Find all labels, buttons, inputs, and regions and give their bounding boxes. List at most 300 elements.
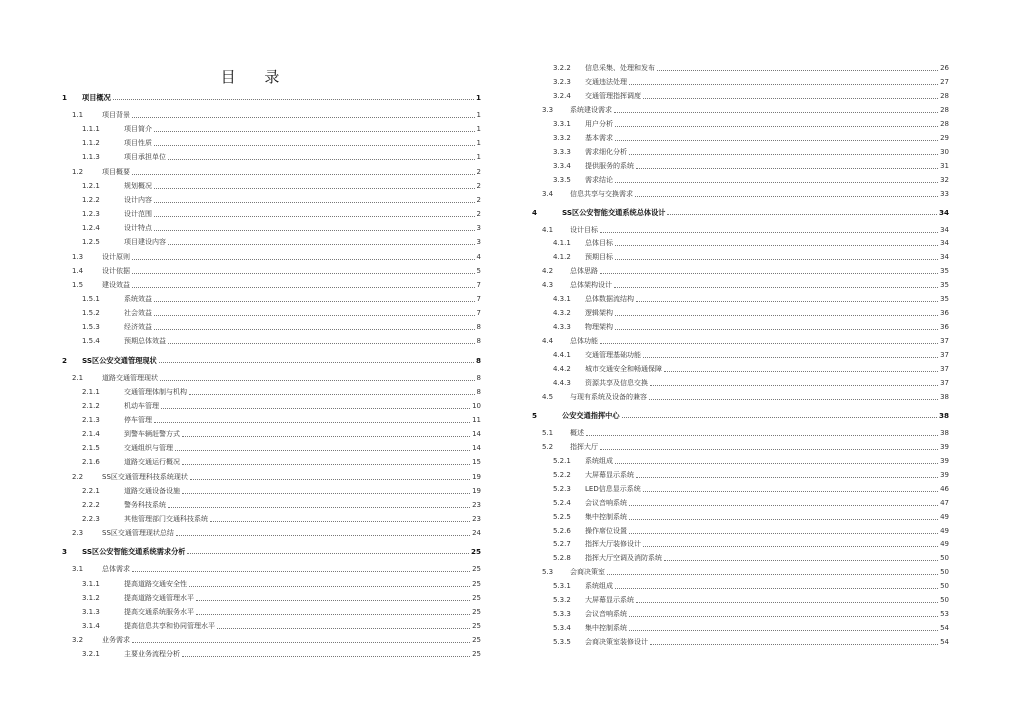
toc-entry-title: 大屏幕显示系统 <box>585 596 634 605</box>
toc-entry[interactable] <box>82 498 481 510</box>
toc-entry[interactable] <box>62 544 481 556</box>
toc-entry[interactable] <box>553 236 949 248</box>
toc-entry-number: 5.3.2 <box>553 596 571 605</box>
toc-entry-page: 25 <box>472 636 481 645</box>
toc-entry-leader <box>643 357 938 358</box>
toc-entry-leader <box>196 600 470 601</box>
toc-entry[interactable] <box>532 408 949 420</box>
toc-entry[interactable] <box>82 235 481 247</box>
toc-entry-page: 11 <box>472 416 481 424</box>
toc-entry-title: 信息采集、处理和发布 <box>585 64 655 72</box>
toc-entry[interactable] <box>553 635 949 647</box>
toc-entry-number: 4.4.2 <box>553 365 571 373</box>
toc-entry-page: 35 <box>940 267 949 276</box>
toc-entry-number: 3.4 <box>542 189 554 198</box>
toc-entry-page: 50 <box>940 554 949 563</box>
toc-entry-title: 交通管理指挥调度 <box>585 91 641 100</box>
toc-entry-number: 3.3.5 <box>553 175 571 184</box>
toc-entry-page: 34 <box>940 225 949 234</box>
toc-entry-number: 2.1.3 <box>82 416 100 424</box>
toc-entry-title: 建设效益 <box>102 280 130 289</box>
toc-entry[interactable] <box>72 633 481 645</box>
toc-entry-page: 8 <box>475 355 481 365</box>
toc-entry-title: 总体需求 <box>102 565 130 574</box>
toc-entry[interactable] <box>82 577 481 589</box>
toc-entry-page: 3 <box>476 238 481 247</box>
toc-entry-title: 项目简介 <box>124 125 152 134</box>
toc-entry-page: 37 <box>940 365 949 373</box>
toc-entry[interactable] <box>532 205 949 217</box>
toc-entry-number: 5.2.8 <box>553 554 571 563</box>
toc-entry-title: 项目概要 <box>102 167 130 176</box>
toc-entry-page: 4 <box>476 252 481 261</box>
toc-entry[interactable] <box>553 468 949 480</box>
toc-entry-leader <box>615 245 938 246</box>
toc-entry[interactable] <box>82 647 481 659</box>
toc-entry-number: 5.2.1 <box>553 456 571 465</box>
toc-entry-leader <box>615 329 938 330</box>
toc-entry-title: 系统组成 <box>585 582 613 591</box>
toc-entry-number: 1.1.2 <box>82 139 100 148</box>
toc-entry-number: 1.2.5 <box>82 238 100 247</box>
toc-entry[interactable] <box>553 482 949 494</box>
toc-entry[interactable] <box>553 362 949 374</box>
toc-entry-title: 交通管理基础功能 <box>585 351 641 360</box>
toc-entry-number: 1 <box>62 93 68 102</box>
toc-entry-number: 1.1 <box>72 111 84 119</box>
toc-entry-page: 37 <box>940 351 949 360</box>
toc-entry-title: 会议音响系统 <box>585 498 627 507</box>
toc-entry-number: 2.2.2 <box>82 500 100 509</box>
toc-entry[interactable] <box>553 89 949 101</box>
toc-entry-page: 1 <box>475 93 481 102</box>
toc-entry-page: 36 <box>940 309 949 318</box>
toc-entry-page: 34 <box>938 207 949 217</box>
toc-entry-title: 会商决策室 <box>570 568 605 577</box>
toc-entry-number: 5.3.1 <box>553 582 571 591</box>
toc-entry-number: 5.1 <box>542 428 554 437</box>
toc-entry[interactable] <box>82 193 481 205</box>
toc-entry-title: 设计原则 <box>102 252 130 261</box>
toc-entry-title: 提高道路交通安全性 <box>124 579 187 588</box>
toc-entry[interactable] <box>553 376 949 388</box>
toc-entry-title: 大屏幕显示系统 <box>585 470 634 479</box>
toc-entry-number: 5.2 <box>542 442 554 451</box>
toc-entry-title: 指挥大厅 <box>570 442 598 451</box>
toc-entry-leader <box>622 417 937 418</box>
toc-entry[interactable] <box>553 75 949 87</box>
toc-entry-leader <box>189 394 475 395</box>
toc-entry-title: 公安交通指挥中心 <box>562 410 620 420</box>
toc-entry[interactable] <box>553 551 949 563</box>
toc-entry-page: 28 <box>940 119 949 128</box>
toc-entry-leader <box>154 422 470 423</box>
toc-entry-leader <box>176 535 470 536</box>
toc-entry-title: 设计目标 <box>570 225 598 234</box>
toc-entry-leader <box>629 154 938 155</box>
toc-entry-number: 2.1 <box>72 373 84 382</box>
toc-entry-title: 项目概况 <box>82 93 111 102</box>
toc-entry[interactable] <box>553 621 949 633</box>
toc-entry-leader <box>154 315 475 316</box>
toc-entry-leader <box>615 588 938 589</box>
toc-entry-title: 设计特点 <box>124 224 152 233</box>
toc-entry-page: 8 <box>476 337 481 346</box>
toc-entry-page: 24 <box>472 529 481 538</box>
toc-entry[interactable] <box>82 207 481 219</box>
toc-entry-title: 概述 <box>570 428 584 437</box>
toc-entry-leader <box>629 630 938 631</box>
toc-entry-leader <box>154 188 475 189</box>
toc-entry-title: 道路交通设备设施 <box>124 486 180 495</box>
toc-entry-number: 5 <box>532 410 538 420</box>
toc-entry[interactable] <box>82 484 481 496</box>
toc-entry-number: 1.2 <box>72 167 84 176</box>
toc-entry-number: 3.1.4 <box>82 621 100 630</box>
toc-entry[interactable] <box>82 136 481 148</box>
toc-entry-leader <box>629 505 938 506</box>
toc-entry-page: 34 <box>940 239 949 248</box>
toc-entry-page: 23 <box>472 500 481 509</box>
toc-entry-page: 25 <box>472 579 481 588</box>
toc-entry-leader <box>132 273 475 274</box>
toc-entry-leader <box>132 174 475 175</box>
toc-entry-leader <box>168 159 475 160</box>
toc-entry[interactable] <box>542 440 949 452</box>
toc-entry[interactable] <box>542 390 949 402</box>
toc-entry-number: 3.2 <box>72 636 84 645</box>
toc-entry[interactable] <box>72 470 481 482</box>
toc-entry-leader <box>187 553 469 554</box>
toc-entry-title: 项目承担单位 <box>124 153 166 162</box>
toc-entry-title: 总体数据流结构 <box>585 295 634 304</box>
toc-entry-title: 指挥大厅空调及消防系统 <box>585 554 662 563</box>
toc-entry-leader <box>168 343 475 344</box>
toc-entry-page: 49 <box>940 540 949 549</box>
toc-entry-title: 会商决策室装修设计 <box>585 638 648 647</box>
toc-entry-leader <box>657 70 938 71</box>
toc-entry-leader <box>154 216 475 217</box>
toc-entry-title: 提高交通系统服务水平 <box>124 607 194 616</box>
toc-entry-leader <box>154 230 475 231</box>
toc-entry-page: 8 <box>476 323 481 332</box>
toc-entry-number: 3.3.4 <box>553 161 571 170</box>
toc-entry-title: 提供服务的系统 <box>585 161 634 170</box>
toc-entry[interactable] <box>553 348 949 360</box>
toc-entry-title: 逻辑架构 <box>585 309 613 318</box>
toc-entry[interactable] <box>82 455 481 467</box>
toc-entry-number: 3.3.2 <box>553 133 571 142</box>
toc-entry-page: 33 <box>940 189 949 198</box>
toc-entry[interactable] <box>82 427 481 439</box>
toc-entry-leader <box>615 126 938 127</box>
toc-entry-title: 集中控制系统 <box>585 512 627 521</box>
toc-entry[interactable] <box>553 454 949 466</box>
toc-entry-page: 2 <box>476 195 481 204</box>
toc-entry[interactable] <box>542 223 949 235</box>
toc-entry[interactable] <box>553 607 949 619</box>
toc-entry-number: 1.5.3 <box>82 323 100 332</box>
toc-entry[interactable] <box>82 334 481 346</box>
toc-entry-page: 1 <box>476 153 481 162</box>
toc-entry[interactable] <box>542 103 949 115</box>
toc-entry-leader <box>615 182 938 183</box>
toc-entry[interactable] <box>553 537 949 549</box>
toc-entry-title: 信息共享与交换需求 <box>570 189 633 198</box>
toc-entry-page: 30 <box>940 147 949 156</box>
toc-entry-number: 2.1.6 <box>82 458 100 467</box>
toc-entry-title: 主要业务流程分析 <box>124 650 180 659</box>
toc-entry-page: 50 <box>940 568 949 577</box>
toc-entry[interactable] <box>82 512 481 524</box>
toc-entry-number: 1.2.1 <box>82 181 100 190</box>
toc-entry-page: 8 <box>476 373 481 382</box>
toc-entry[interactable] <box>542 278 949 290</box>
toc-entry-page: 38 <box>940 428 949 437</box>
toc-entry-page: 36 <box>940 323 949 332</box>
toc-entry[interactable] <box>72 278 481 290</box>
toc-entry-title: 交通管理体制与机构 <box>124 387 187 396</box>
toc-entry[interactable] <box>542 264 949 276</box>
toc-entry-number: 4.1 <box>542 225 554 234</box>
toc-entry[interactable] <box>72 108 481 120</box>
toc-entry-title: 机动车管理 <box>124 401 159 410</box>
toc-entry[interactable] <box>72 526 481 538</box>
toc-entry-number: 2.2 <box>72 472 84 481</box>
toc-entry-page: 2 <box>476 167 481 176</box>
toc-entry-title: 城市交通安全和畅通保障 <box>585 365 662 373</box>
toc-entry[interactable] <box>553 159 949 171</box>
toc-entry-page: 39 <box>940 470 949 479</box>
toc-entry-number: 2.1.2 <box>82 401 100 410</box>
toc-entry[interactable] <box>553 250 949 262</box>
toc-entry-title: 经济效益 <box>124 323 152 332</box>
toc-entry[interactable] <box>82 306 481 318</box>
toc-entry-leader <box>160 380 475 381</box>
toc-entry-number: 5.3 <box>542 568 554 577</box>
toc-entry[interactable] <box>82 122 481 134</box>
toc-entry[interactable] <box>553 117 949 129</box>
toc-entry-number: 3.1.1 <box>82 579 100 588</box>
toc-entry-title: 指挥大厅装修设计 <box>585 540 641 549</box>
toc-entry-page: 39 <box>940 456 949 465</box>
toc-entry-leader <box>636 301 938 302</box>
toc-entry-page: 1 <box>476 139 481 148</box>
toc-entry-leader <box>132 117 475 118</box>
toc-entry-page: 50 <box>940 582 949 591</box>
toc-entry[interactable] <box>82 150 481 162</box>
toc-entry-title: 总体功能 <box>570 337 598 346</box>
toc-entry-page: 50 <box>940 596 949 605</box>
toc-entry[interactable] <box>553 579 949 591</box>
toc-entry-page: 14 <box>472 444 481 453</box>
toc-entry-page: 2 <box>476 181 481 190</box>
toc-entry[interactable] <box>82 591 481 603</box>
toc-entry-leader <box>132 259 475 260</box>
toc-entry[interactable] <box>553 593 949 605</box>
toc-entry-number: 1.2.3 <box>82 210 100 219</box>
toc-entry-number: 3.3 <box>542 105 554 114</box>
toc-entry-title: SS区公安交通管理现状 <box>82 355 157 365</box>
toc-entry-leader <box>132 642 470 643</box>
toc-entry[interactable] <box>82 413 481 425</box>
toc-entry-leader <box>615 463 938 464</box>
toc-entry-leader <box>154 329 475 330</box>
toc-entry-title: 道路交通管理现状 <box>102 373 158 382</box>
toc-entry-leader <box>182 464 470 465</box>
toc-entry-number: 1.4 <box>72 266 84 275</box>
toc-entry-leader <box>182 656 470 657</box>
toc-entry-leader <box>629 616 938 617</box>
toc-entry-page: 7 <box>476 309 481 318</box>
toc-entry-number: 5.2.4 <box>553 498 571 507</box>
toc-entry[interactable] <box>62 90 481 102</box>
toc-entry-title: SS区公安智能交通系统需求分析 <box>82 547 186 557</box>
toc-entry-leader <box>664 371 938 372</box>
toc-entry-page: 29 <box>940 133 949 142</box>
toc-entry-title: SS区交通管理科技系统现状 <box>102 472 188 481</box>
toc-entry-title: 系统建设需求 <box>570 105 612 114</box>
toc-entry-number: 4.5 <box>542 392 554 401</box>
toc-entry[interactable] <box>72 371 481 383</box>
toc-entry-leader <box>664 560 938 561</box>
toc-entry-leader <box>643 98 938 99</box>
toc-entry[interactable] <box>553 292 949 304</box>
toc-entry-number: 2.1.4 <box>82 430 100 439</box>
toc-entry[interactable] <box>553 496 949 508</box>
toc-entry-title: 系统组成 <box>585 456 613 465</box>
toc-entry-number: 1.1.3 <box>82 153 100 162</box>
toc-entry[interactable] <box>72 562 481 574</box>
toc-entry[interactable] <box>82 320 481 332</box>
toc-entry-leader <box>182 436 470 437</box>
toc-entry-number: 1.1.1 <box>82 125 100 134</box>
toc-entry-leader <box>600 343 938 344</box>
toc-entry-leader <box>635 196 938 197</box>
toc-entry-number: 1.5.4 <box>82 337 100 346</box>
toc-entry-number: 2.3 <box>72 529 84 538</box>
toc-entry[interactable] <box>72 264 481 276</box>
toc-entry-number: 4.1.2 <box>553 253 571 262</box>
toc-entry[interactable] <box>542 426 949 438</box>
toc-entry[interactable] <box>82 605 481 617</box>
toc-entry-number: 2 <box>62 355 68 365</box>
toc-entry-page: 37 <box>940 378 949 387</box>
toc-entry-number: 1.5.1 <box>82 294 100 303</box>
toc-entry-number: 3.2.4 <box>553 91 571 100</box>
toc-entry-title: 停车管理 <box>124 416 152 424</box>
toc-entry-title: 需求细化分析 <box>585 147 627 156</box>
toc-entry-number: 5.2.6 <box>553 526 571 535</box>
toc-entry-number: 3.3.1 <box>553 119 571 128</box>
toc-entry-title: 系统效益 <box>124 294 152 303</box>
toc-entry[interactable] <box>82 385 481 397</box>
toc-entry-page: 2 <box>476 210 481 219</box>
toc-entry-number: 5.2.2 <box>553 470 571 479</box>
toc-entry-number: 5.2.5 <box>553 512 571 521</box>
toc-entry-number: 1.5 <box>72 280 84 289</box>
toc-entry-title: 项目性质 <box>124 139 152 148</box>
toc-entry-number: 4.3 <box>542 281 554 290</box>
toc-entry[interactable] <box>553 510 949 522</box>
toc-entry-page: 31 <box>940 161 949 170</box>
toc-entry-page: 1 <box>476 111 481 119</box>
toc-entry-page: 32 <box>940 175 949 184</box>
toc-entry-number: 4.4.1 <box>553 351 571 360</box>
toc-entry[interactable] <box>553 306 949 318</box>
toc-entry-page: 47 <box>940 498 949 507</box>
toc-entry[interactable] <box>553 173 949 185</box>
toc-entry[interactable] <box>82 441 481 453</box>
toc-entry-title: 用户分析 <box>585 119 613 128</box>
toc-entry[interactable] <box>553 524 949 536</box>
toc-entry[interactable] <box>553 320 949 332</box>
toc-entry-leader <box>615 259 938 260</box>
toc-entry[interactable] <box>82 221 481 233</box>
toc-entry-leader <box>217 628 470 629</box>
toc-entry[interactable] <box>82 399 481 411</box>
toc-entry-number: 4.3.2 <box>553 309 571 318</box>
toc-entry-page: 25 <box>472 621 481 630</box>
toc-entry-title: 集中控制系统 <box>585 624 627 633</box>
toc-entry-title: 总体目标 <box>585 239 613 248</box>
toc-entry[interactable] <box>62 353 481 365</box>
toc-entry-number: 4.3.1 <box>553 295 571 304</box>
toc-entry-page: 5 <box>476 266 481 275</box>
toc-entry[interactable] <box>82 292 481 304</box>
toc-entry[interactable] <box>82 619 481 631</box>
toc-entry-page: 25 <box>472 565 481 574</box>
toc-entry-title: 总体思路 <box>570 267 598 276</box>
toc-entry[interactable] <box>542 187 949 199</box>
toc-entry-leader <box>154 131 475 132</box>
toc-entry-number: 1.5.2 <box>82 309 100 318</box>
toc-entry-title: 资源共享及信息交换 <box>585 378 648 387</box>
toc-entry-page: 46 <box>940 484 949 493</box>
toc-entry-page: 39 <box>940 442 949 451</box>
toc-entry[interactable] <box>553 131 949 143</box>
toc-entry-leader <box>175 450 470 451</box>
toc-entry-page: 15 <box>472 458 481 467</box>
toc-entry[interactable] <box>72 250 481 262</box>
toc-entry-page: 19 <box>472 472 481 481</box>
toc-entry-title: 设计依据 <box>102 266 130 275</box>
toc-entry-leader <box>615 140 938 141</box>
toc-entry-leader <box>667 214 937 215</box>
toc-entry-leader <box>629 519 938 520</box>
toc-entry-number: 5.3.4 <box>553 624 571 633</box>
toc-entry-page: 25 <box>470 547 481 557</box>
toc-entry-number: 1.3 <box>72 252 84 261</box>
toc-entry-page: 23 <box>472 515 481 524</box>
toc-entry-title: 总体架构设计 <box>570 281 612 290</box>
toc-page-right <box>512 0 1024 724</box>
toc-entry-number: 4.1.1 <box>553 239 571 248</box>
toc-entry[interactable] <box>553 145 949 157</box>
toc-entry-page: 38 <box>940 392 949 401</box>
toc-entry-leader <box>154 145 475 146</box>
toc-entry-leader <box>614 287 938 288</box>
toc-entry[interactable] <box>82 179 481 191</box>
toc-entry[interactable] <box>542 565 949 577</box>
toc-entry[interactable] <box>72 165 481 177</box>
toc-entry[interactable] <box>553 61 949 73</box>
toc-entry-leader <box>132 287 475 288</box>
toc-entry-title: 社会效益 <box>124 309 152 318</box>
toc-entry-title: 其他管理部门交通科技系统 <box>124 515 208 524</box>
toc-entry-title: SS区公安智能交通系统总体设计 <box>562 207 666 217</box>
toc-entry[interactable] <box>542 334 949 346</box>
